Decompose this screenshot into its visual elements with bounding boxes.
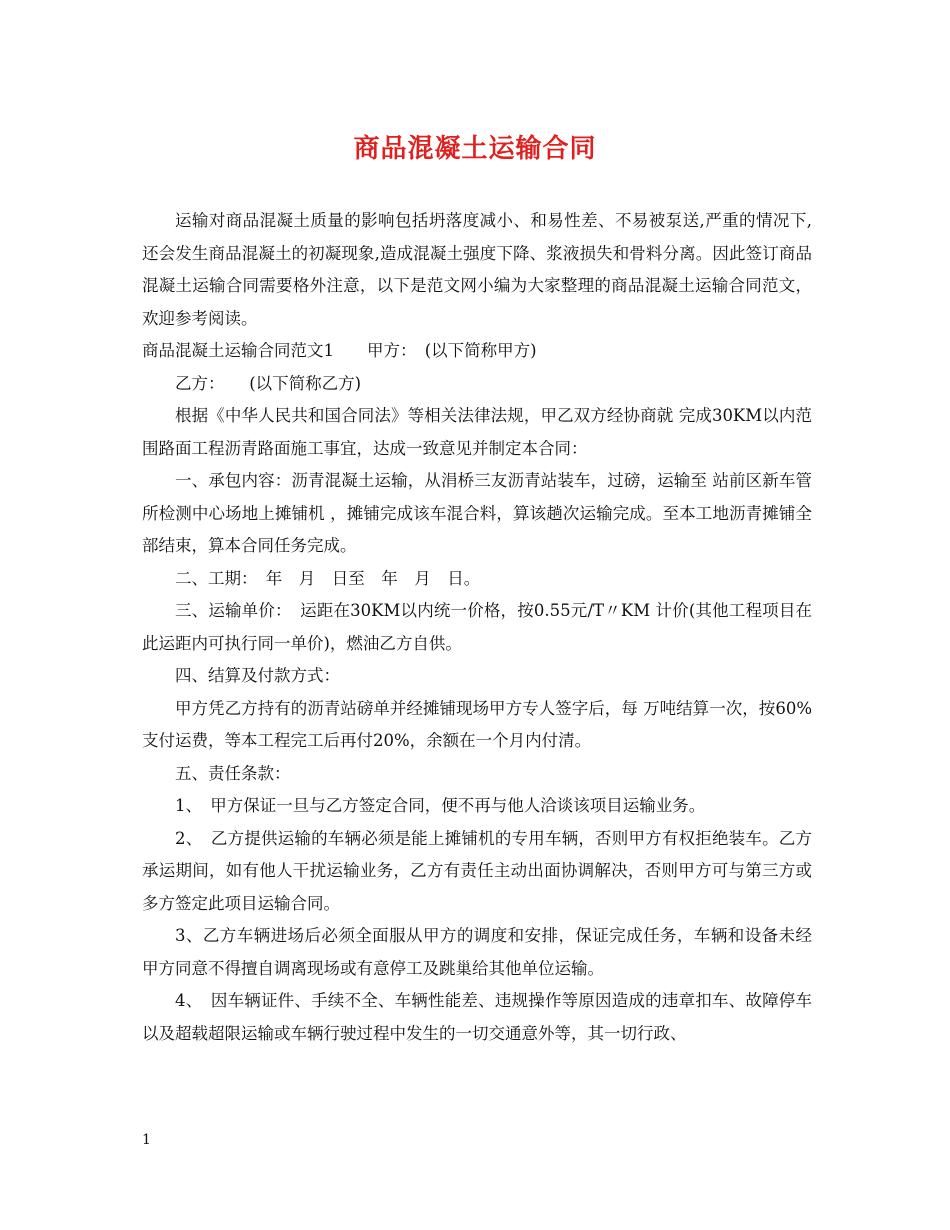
document-title: 商品混凝土运输合同 — [353, 134, 597, 164]
paragraph: 2、 乙方提供运输的车辆必须是能上摊铺机的专用车辆，否则甲方有权拒绝装车。乙方承运期间，如有他人干扰运输业务，乙方有责任主动出面协调解决，否则甲方可与第三方或多方签定此项目运输合同。 — [142, 828, 812, 913]
paragraph: 五、责任条款： — [175, 763, 291, 783]
paragraph: 根据《中华人民共和国合同法》等相关法律法规，甲乙双方经协商就 完成30KM以内范围路面工程沥青路面施工事宜，达成一致意见并制定本合同： — [142, 406, 812, 458]
paragraph: 乙方： (以下简称乙方) — [175, 373, 362, 393]
paragraph: 甲方凭乙方持有的沥青站磅单并经摊铺现场甲方专人签字后，每 万吨结算一次，按60%支付运费，等本工程完工后再付20%，余额在一个月内付清。 — [142, 698, 812, 750]
paragraph: 运输对商品混凝土质量的影响包括坍落度减小、和易性差、不易被泵送,严重的情况下,还会发生商品混凝土的初凝现象,造成混凝土强度下降、浆液损失和骨料分离。因此签订商品混凝土运输合同需要格外注意，以下是范文网小编为大家整理的商品混凝土运输合同范文，欢迎参考阅读。 — [142, 211, 812, 328]
paragraph: 4、 因车辆证件、手续不全、车辆性能差、违规操作等原因造成的违章扣车、故障停车以及超载超限运输或车辆行驶过程中发生的一切交通意外等，其一切行政、 — [142, 991, 812, 1043]
page-number: 1 — [142, 1132, 151, 1148]
paragraph: 1、 甲方保证一旦与乙方签定合同，便不再与他人洽谈该项目运输业务。 — [175, 796, 706, 815]
paragraph: 商品混凝土运输合同范文1 甲方： (以下简称甲方) — [142, 341, 537, 360]
paragraph: 二、工期： 年 月 日至 年 月 日。 — [175, 568, 481, 588]
document-body — [142, 205, 812, 1050]
paragraph: 一、承包内容：沥青混凝土运输，从涓桥三友沥青站装车，过磅，运输至 站前区新车管所检测中心场地上摊铺机 ，摊铺完成该车混合料，算该趟次运输完成。至本工地沥青摊铺全部结束，算本合同任务完成。 — [142, 471, 812, 555]
paragraph: 三、运输单价： 运距在30KM以内统一价格，按0.55元/T〃KM 计价(其他工程项目在此运距内可执行同一单价)，燃油乙方自供。 — [142, 601, 812, 653]
paragraph: 四、结算及付款方式： — [175, 666, 340, 685]
paragraph: 3、乙方车辆进场后必须全面服从甲方的调度和安排，保证完成任务，车辆和设备未经甲方同意不得擅自调离现场或有意停工及跳巢给其他单位运输。 — [142, 926, 812, 978]
